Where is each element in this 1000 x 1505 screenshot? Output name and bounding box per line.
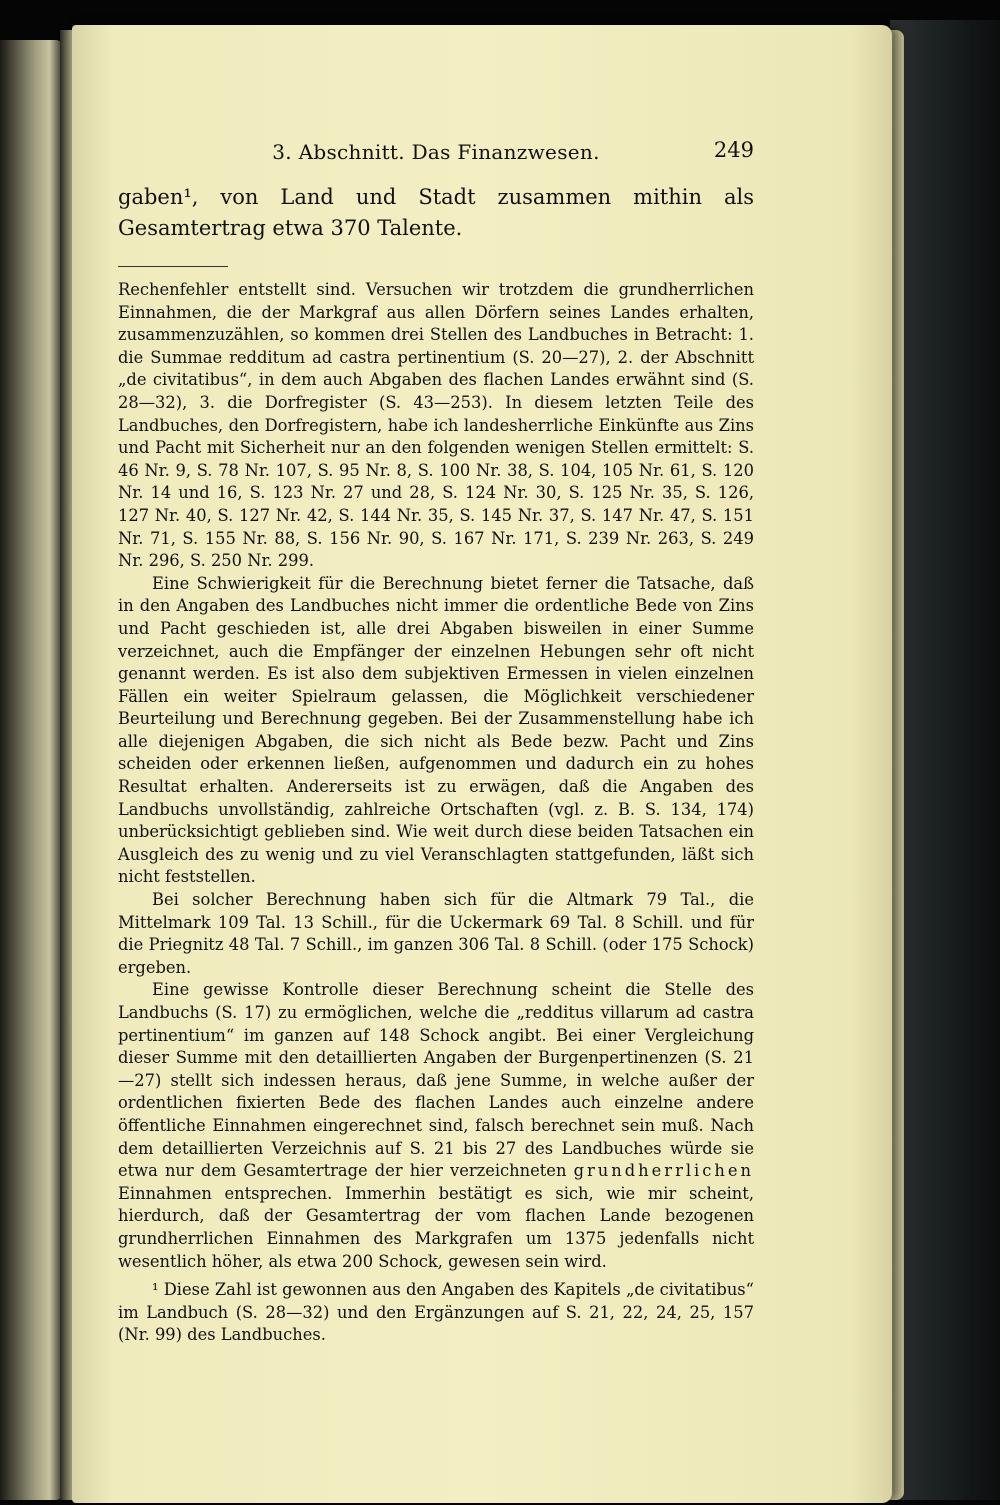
footnote-separator — [118, 266, 228, 267]
note-paragraph-4 — [118, 979, 754, 1273]
book-cover — [890, 20, 1000, 1500]
note-paragraph-3: Bei solcher Berechnung haben sich für die Altmark 79 Tal., die Mittelmark 109 Tal. 13 Schill., für die Uckermark 69 Tal. 8 Schill. und für die Priegnitz 48 Tal. 7 Schill., im ganzen 306 Tal. 8 Schill. (oder 175 Schock) ergeben. — [118, 890, 754, 977]
running-title: 3. Abschnitt. Das Finanzwesen. — [272, 140, 600, 164]
note-continuation: Rechenfehler entstellt sind. Versuchen wir trotzdem die grundherrlichen Einnahmen, die der Markgraf aus allen Dörfern seines Landes erhalten, zusammenzuzählen, so kommen drei Stellen des Landbuches in Betracht: 1. die Summae redditum ad castra pertinentium (S. 20—27), 2. der Abschnitt „de civitatibus“, in dem auch Abgaben des flachen Landes erwähnt sind (S. 28—32), 3. die Dorfregister (S. 43—253). In diesem letzten Teile des Landbuches, den Dorfregistern, habe ich landesherrliche Einkünfte aus Zins und Pacht mit Sicherheit nur an den folgenden wenigen Stellen ermittelt: S. 46 Nr. 9, S. 78 Nr. 107, S. 95 Nr. 8, S. 100 Nr. 38, S. 104, 105 Nr. 61, S. 120 Nr. 14 und 16, S. 123 Nr. 27 und 28, S. 124 Nr. 30, S. 125 Nr. 35, S. 126, 127 Nr. 40, S. 127 Nr. 42, S. 144 Nr. 35, S. 145 Nr. 37, S. 147 Nr. 47, S. 151 Nr. 71, S. 155 Nr. 88, S. 156 Nr. 90, S. 167 Nr. 171, S. 239 Nr. 263, S. 249 Nr. 296, S. 250 Nr. 299. — [118, 280, 754, 571]
note-paragraph-4-part-b: Einnahmen entsprechen. Immerhin bestätigt es sich, wie mir scheint, hierdurch, daß der Gesamtertrag der vom flachen Lande bezogenen grundherrlichen Einnahmen des Markgrafen um 1375 jedenfalls nicht wesentlich höher, als etwa 200 Schock, gewesen sein wird. — [118, 1183, 754, 1271]
left-page-edge — [0, 40, 62, 1500]
note-paragraph-4-part-a: Eine gewisse Kontrolle dieser Berechnung scheint die Stelle des Landbuchs (S. 17) zu ermöglichen, welche die „redditus villarum ad castra pertinentium“ im ganzen auf 148 Schock angibt. Bei einer Vergleichung dieser Summe mit den detaillierten Angaben der Burgenpertinenzen (S. 21—27) stellt sich indessen heraus, daß jene Summe, in welche außer der ordentlichen fixierten Bede des flachen Landes auch einzelne andere öffentliche Einnahmen eingerechnet sind, falsch berechnet sein muß. Nach dem detaillierten Verzeichnis auf S. 21 bis 27 des Landbuches würde sie etwa nur dem Gesamtertrage der hier verzeichneten — [118, 980, 754, 1181]
note-paragraph-2: Eine Schwierigkeit für die Berechnung bietet ferner die Tatsache, daß in den Angaben des Landbuches nicht immer die ordentliche Bede von Zins und Pacht geschieden ist, alle drei Abgaben bisweilen in einer Summe verzeichnet, auch die Empfänger der einzelnen Hebungen sehr oft nicht genannt werden. Es ist also dem subjektiven Ermessen in vielen einzelnen Fällen ein weiter Spielraum gelassen, die Möglichkeit verschiedener Beurteilung und Berechnung gegeben. Bei der Zusammenstellung habe ich alle diejenigen Abgaben, die sich nicht als Bede bezw. Pacht und Zins scheiden oder erkennen ließen, aufgenommen und dadurch ein zu hohes Resultat erhalten. Andererseits ist zu erwägen, daß die Angaben des Landbuchs unvollständig, zahlreiche Ortschaften (vgl. z. B. S. 134, 174) unberücksichtigt geblieben sind. Wie weit durch diese beiden Tatsachen ein Ausgleich des zu wenig und zu viel Veranschlagten stattgefunden, läßt sich nicht feststellen. — [118, 573, 754, 887]
page-number: 249 — [713, 138, 754, 162]
notes-block — [118, 279, 754, 1347]
footnote-1: ¹ Diese Zahl ist gewonnen aus den Angaben des Kapitels „de civitatibus“ im Landbuch (S. 28—32) und den Ergänzungen auf S. 21, 22, 24, 25, 157 (Nr. 99) des Landbuches. — [118, 1280, 754, 1345]
spaced-word: grundherrlichen — [573, 1161, 754, 1181]
main-paragraph: gaben¹, von Land und Stadt zusammen mithin als Gesamtertrag etwa 370 Talente. — [118, 185, 754, 240]
running-head — [118, 138, 754, 172]
text-area — [118, 138, 754, 1347]
